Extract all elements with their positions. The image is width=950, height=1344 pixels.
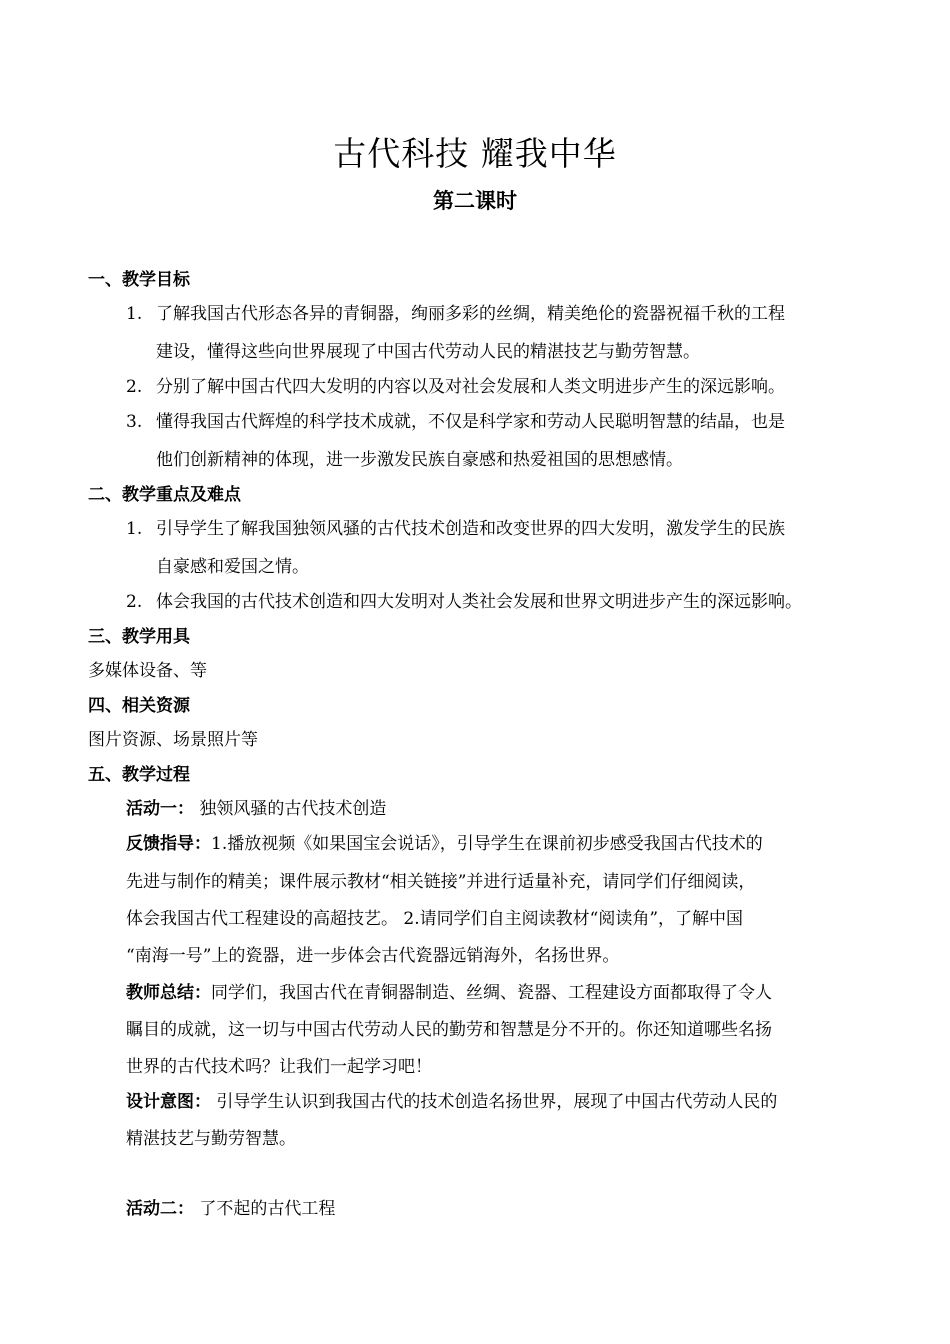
activity-two — [126, 1197, 335, 1221]
activity-text: 了不起的古代工程 — [199, 1199, 336, 1219]
list-item-text: 懂得我国古代辉煌的科学技术成就，不仅是科学家和劳动人民聪明智慧的结晶，也是 — [156, 412, 785, 432]
section-heading-teaching-process: 五、教学过程 — [88, 765, 190, 785]
document-title: 古代科技 耀我中华 — [333, 134, 617, 173]
list-item-text: 引导学生了解我国独领风骚的古代技术创造和改变世界的四大发明，激发学生的民族 — [156, 519, 785, 539]
section-text: 图片资源、场景照片等 — [88, 730, 258, 750]
design-intent-text: 引导学生认识到我国古代的技术创造名扬世界，展现了中国古代劳动人民的 — [216, 1092, 778, 1112]
list-item — [126, 302, 785, 326]
list-item — [126, 517, 785, 541]
feedback-text: “南海一号”上的瓷器，进一步体会古代瓷器远销海外，名扬世界。 — [126, 946, 620, 966]
summary-paragraph — [126, 981, 772, 1005]
feedback-text: 体会我国古代工程建设的高超技艺。 2.请同学们自主阅读教材“阅读角”，了解中国 — [126, 909, 744, 929]
feedback-text: 1.播放视频《如果国宝会说话》，引导学生在课前初步感受我国古代技术的 — [211, 834, 763, 854]
feedback-label: 反馈指导： — [126, 834, 211, 854]
list-item-continuation: 自豪感和爱国之情。 — [156, 557, 309, 577]
list-item-number: 2. — [126, 377, 143, 397]
list-item-number: 3. — [126, 412, 143, 432]
feedback-text: 先进与制作的精美；课件展示教材“相关链接”并进行适量补充，请同学们仔细阅读， — [126, 872, 756, 892]
list-item-text: 分别了解中国古代四大发明的内容以及对社会发展和人类文明进步产生的深远影响。 — [156, 377, 785, 397]
summary-text: 同学们，我国古代在青铜器制造、丝绸、瓷器、工程建设方面都取得了令人 — [211, 983, 772, 1003]
list-item-text: 体会我国的古代技术创造和四大发明对人类社会发展和世界文明进步产生的深远影响。 — [156, 592, 802, 612]
list-item-number: 2. — [126, 592, 143, 612]
section-heading-teaching-tools: 三、教学用具 — [88, 627, 190, 647]
activity-one — [126, 797, 386, 821]
summary-text: 世界的古代技术吗？让我们一起学习吧！ — [126, 1057, 432, 1077]
design-intent-label: 设计意图： — [126, 1092, 211, 1112]
activity-label: 活动二： — [126, 1199, 194, 1219]
list-item-continuation: 他们创新精神的体现，进一步激发民族自豪感和热爱祖国的思想感情。 — [156, 450, 683, 470]
summary-label: 教师总结： — [126, 983, 211, 1003]
list-item — [126, 410, 785, 434]
activity-label: 活动一： — [126, 799, 194, 819]
list-item-number: 1. — [126, 519, 143, 539]
list-item-number: 1. — [126, 304, 143, 324]
design-intent-paragraph — [126, 1090, 777, 1114]
list-item-text: 了解我国古代形态各异的青铜器，绚丽多彩的丝绸，精美绝伦的瓷器祝福千秋的工程 — [156, 304, 785, 324]
list-item — [126, 375, 785, 399]
summary-text: 瞩目的成就，这一切与中国古代劳动人民的勤劳和智慧是分不开的。你还知道哪些名扬 — [126, 1020, 772, 1040]
list-item-continuation: 建设，懂得这些向世界展现了中国古代劳动人民的精湛技艺与勤劳智慧。 — [156, 342, 700, 362]
list-item — [126, 590, 802, 614]
feedback-paragraph — [126, 832, 763, 856]
design-intent-text: 精湛技艺与勤劳智慧。 — [126, 1129, 296, 1149]
section-text: 多媒体设备、等 — [88, 661, 207, 681]
section-heading-objectives: 一、教学目标 — [88, 270, 190, 290]
section-heading-key-points: 二、教学重点及难点 — [88, 485, 241, 505]
section-heading-resources: 四、相关资源 — [88, 696, 190, 716]
document-subtitle: 第二课时 — [433, 189, 517, 213]
activity-text: 独领风骚的古代技术创造 — [199, 799, 387, 819]
